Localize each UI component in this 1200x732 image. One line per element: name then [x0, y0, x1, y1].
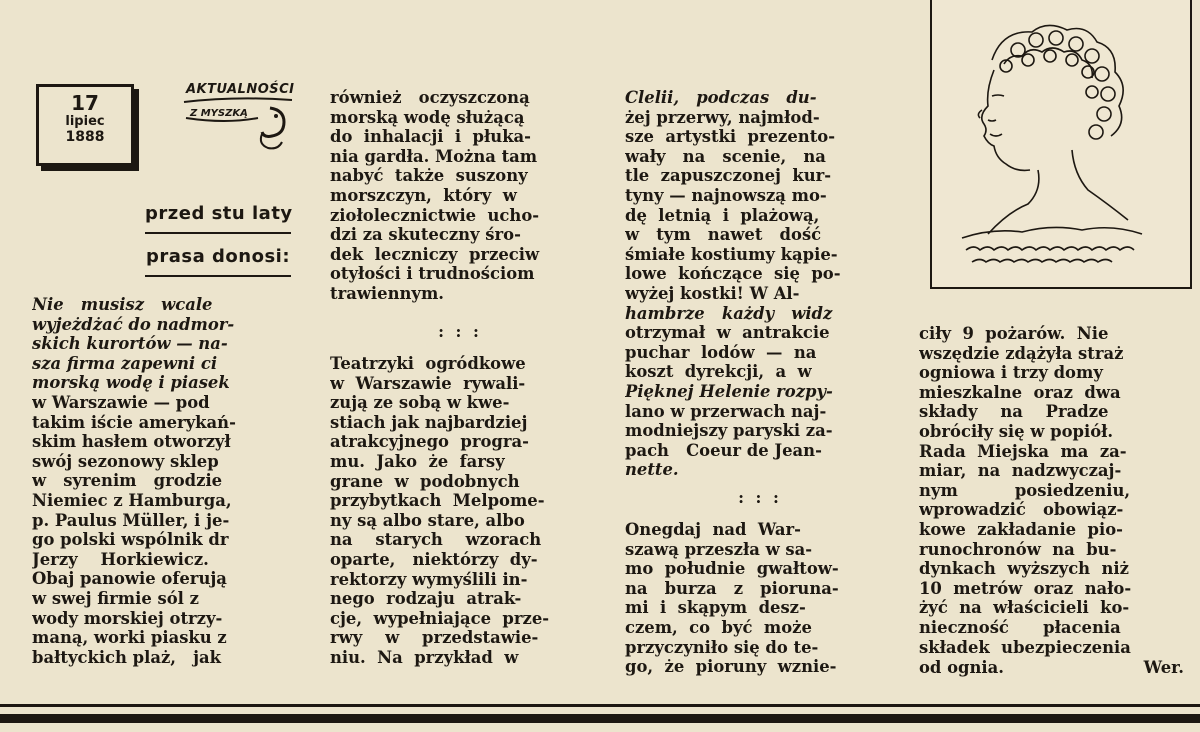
- text-line: tle zapuszczonej kur-: [625, 166, 832, 186]
- text-line: w tym nawet dość: [625, 225, 822, 245]
- text-line: szawą przeszła w sa-: [625, 539, 813, 559]
- text-line: morską wodę służącą: [330, 107, 525, 127]
- text-line: mi i skąpym desz-: [625, 598, 806, 618]
- text-line: wszędzie zdążyła straż: [919, 343, 1124, 363]
- text-line: śmiałe kostiumy kąpie-: [625, 244, 838, 264]
- article-column-2b: [330, 354, 588, 668]
- text-line: swój sezonowy sklep: [32, 451, 219, 471]
- text-line: Niemiec z Hamburga,: [32, 490, 232, 510]
- text-line: tyny — najnowszą mo-: [625, 185, 827, 205]
- text-line: do inhalacji i płuka-: [330, 127, 531, 147]
- text-line: ny są albo stare, albo: [330, 510, 525, 530]
- text-line: nabyć także suszony: [330, 166, 528, 186]
- text-line: Nie musisz wcale: [32, 295, 213, 314]
- text-line: runochronów na bu-: [919, 539, 1117, 559]
- text-line: 10 metrów oraz nało-: [919, 578, 1132, 598]
- article-column-2a: [330, 88, 588, 304]
- text-line: nym posiedzeniu,: [919, 480, 1131, 500]
- heading-line-2: prasa donosi:: [146, 246, 291, 267]
- text-line: bałtyckich plaż, jak: [32, 647, 221, 667]
- article-column-3b: [625, 520, 887, 677]
- text-line: czem, co być może: [625, 617, 812, 637]
- text-line: w swej firmie sól z: [32, 588, 199, 608]
- text-line: mieszkalne oraz dwa: [919, 382, 1121, 402]
- text-line: wyjeżdżać do nadmor-: [32, 314, 235, 334]
- text-line: kowe zakładanie pio-: [919, 519, 1123, 539]
- bottom-rule-thin: [0, 704, 1200, 707]
- text-line: skim hasłem otworzył: [32, 432, 231, 452]
- text-line: nia gardła. Można tam: [330, 146, 538, 166]
- text-line: stiach jak najbardziej: [330, 412, 528, 432]
- text-line: na starych wzorach: [330, 530, 542, 550]
- portrait-illustration: [930, 0, 1192, 289]
- text-line: pach Coeur de Jean-: [625, 440, 822, 460]
- text-line: go polski wspólnik dr: [32, 530, 229, 550]
- text-line: Pięknej Helenie rozpy-: [625, 381, 833, 401]
- heading-rule-2: [145, 275, 291, 277]
- text-line: składek ubezpieczenia: [919, 637, 1131, 657]
- text-line: składy na Pradze: [919, 402, 1109, 422]
- text-line: cje, wypełniające prze-: [330, 608, 550, 628]
- section-separator: : : :: [438, 322, 482, 341]
- text-line: zują ze sobą w kwe-: [330, 393, 510, 413]
- mouse-icon: [176, 78, 302, 156]
- article-column-4-last-line: [919, 658, 1184, 678]
- text-line: go, że pioruny wznie-: [625, 657, 837, 677]
- text-line: obróciły się w popiół.: [919, 421, 1114, 441]
- text-line: miar, na nadzwyczaj-: [919, 461, 1122, 481]
- text-line: nieczność płacenia: [919, 617, 1121, 637]
- date-month: lipiec: [65, 114, 105, 129]
- text-line: w syrenim grodzie: [32, 471, 223, 491]
- text-line: Clelii, podczas du-: [625, 88, 817, 107]
- text-line: Obaj panowie oferują: [32, 569, 227, 589]
- text-line: przybytkach Melpome-: [330, 491, 545, 511]
- author-signature: Wer.: [1143, 658, 1184, 677]
- text-line: rektorzy wymyślili in-: [330, 569, 528, 589]
- woman-portrait-icon: [932, 0, 1190, 287]
- text-line: Jerzy Horkiewicz.: [32, 549, 209, 569]
- text-line: w Warszawie rywali-: [330, 373, 526, 393]
- text-line: żej przerwy, najmłod-: [625, 107, 820, 127]
- text-line: wprowadzić obowiąz-: [919, 500, 1124, 520]
- article-column-3a: [625, 88, 887, 480]
- text-line: Onegdaj nad War-: [625, 520, 801, 539]
- logo-line-2: Z MYSZKĄ: [190, 108, 248, 119]
- text-line: skich kurortów — na-: [32, 334, 228, 354]
- text-line: oparte, niektórzy dy-: [330, 549, 538, 569]
- text-line: hambrze każdy widz: [625, 303, 833, 323]
- text-line: niu. Na przykład w: [330, 647, 519, 667]
- text-line: Teatrzyki ogródkowe: [330, 354, 526, 373]
- text-line: modniejszy paryski za-: [625, 421, 833, 441]
- text-line: dzi za skuteczny śro-: [330, 225, 521, 245]
- text-line: mu. Jako że farsy: [330, 451, 505, 471]
- date-box: [36, 84, 134, 166]
- text-line: morską wodę i piasek: [32, 373, 230, 393]
- text-line: koszt dyrekcji, a w: [625, 362, 812, 382]
- text-line: wody morskiej otrzy-: [32, 608, 223, 628]
- text-line: Rada Miejska ma za-: [919, 441, 1127, 461]
- heading-line-1: przed stu laty: [145, 203, 293, 224]
- text-line: trawiennym.: [330, 283, 444, 303]
- text-line: otrzymał w antrakcie: [625, 323, 830, 343]
- text-line: p. Paulus Müller, i je-: [32, 510, 230, 530]
- text-line: rwy w przedstawie-: [330, 628, 539, 648]
- text-line: wały na scenie, na: [625, 146, 826, 166]
- text-line: dynkach wyższych niż: [919, 559, 1129, 579]
- text-line: puchar lodów — na: [625, 342, 817, 362]
- logo-line-1: AKTUALNOŚCI: [186, 82, 295, 97]
- text-line: takim iście amerykań-: [32, 412, 236, 432]
- text-line: maną, worki piasku z: [32, 628, 227, 648]
- bottom-rule-thick: [0, 714, 1200, 723]
- text-line: ogniowa i trzy domy: [919, 363, 1103, 383]
- text-line: atrakcyjnego progra-: [330, 432, 529, 452]
- text-line: nego rodzaju atrak-: [330, 589, 522, 609]
- article-column-1: [32, 295, 294, 667]
- text-line: wyżej kostki! W Al-: [625, 283, 800, 303]
- text-line: dek leczniczy przeciw: [330, 244, 540, 264]
- date-day: 17: [71, 91, 99, 115]
- text-line: sza firma zapewni ci: [32, 353, 218, 373]
- text-line: grane w podobnych: [330, 471, 520, 491]
- date-year: 1888: [65, 129, 105, 145]
- text-line: w Warszawie — pod: [32, 392, 210, 412]
- section-separator: : : :: [738, 488, 782, 507]
- text-line: lowe kończące się po-: [625, 264, 841, 284]
- text-line: otyłości i trudnościom: [330, 264, 535, 284]
- text-line: żyć na właścicieli ko-: [919, 598, 1130, 618]
- text-line: sze artystki prezento-: [625, 127, 836, 147]
- text-line: nette.: [625, 460, 679, 480]
- heading-rule-1: [145, 232, 291, 234]
- text-line: ciły 9 pożarów. Nie: [919, 324, 1109, 343]
- text-line: lano w przerwach naj-: [625, 401, 827, 421]
- column-logo: [176, 78, 302, 156]
- text-line: również oczyszczoną: [330, 88, 530, 107]
- text-line: na burza z piorunа-: [625, 578, 839, 598]
- text-line: ziołolecznictwie ucho-: [330, 205, 540, 225]
- text-line: przyczyniło się do te-: [625, 637, 819, 657]
- text-line: dę letnią i plażową,: [625, 205, 820, 225]
- article-column-4: [919, 324, 1184, 657]
- last-line-text: od ognia.: [919, 658, 1004, 677]
- text-line: mo południe gwałtow-: [625, 559, 839, 579]
- text-line: morszczyn, który w: [330, 185, 517, 205]
